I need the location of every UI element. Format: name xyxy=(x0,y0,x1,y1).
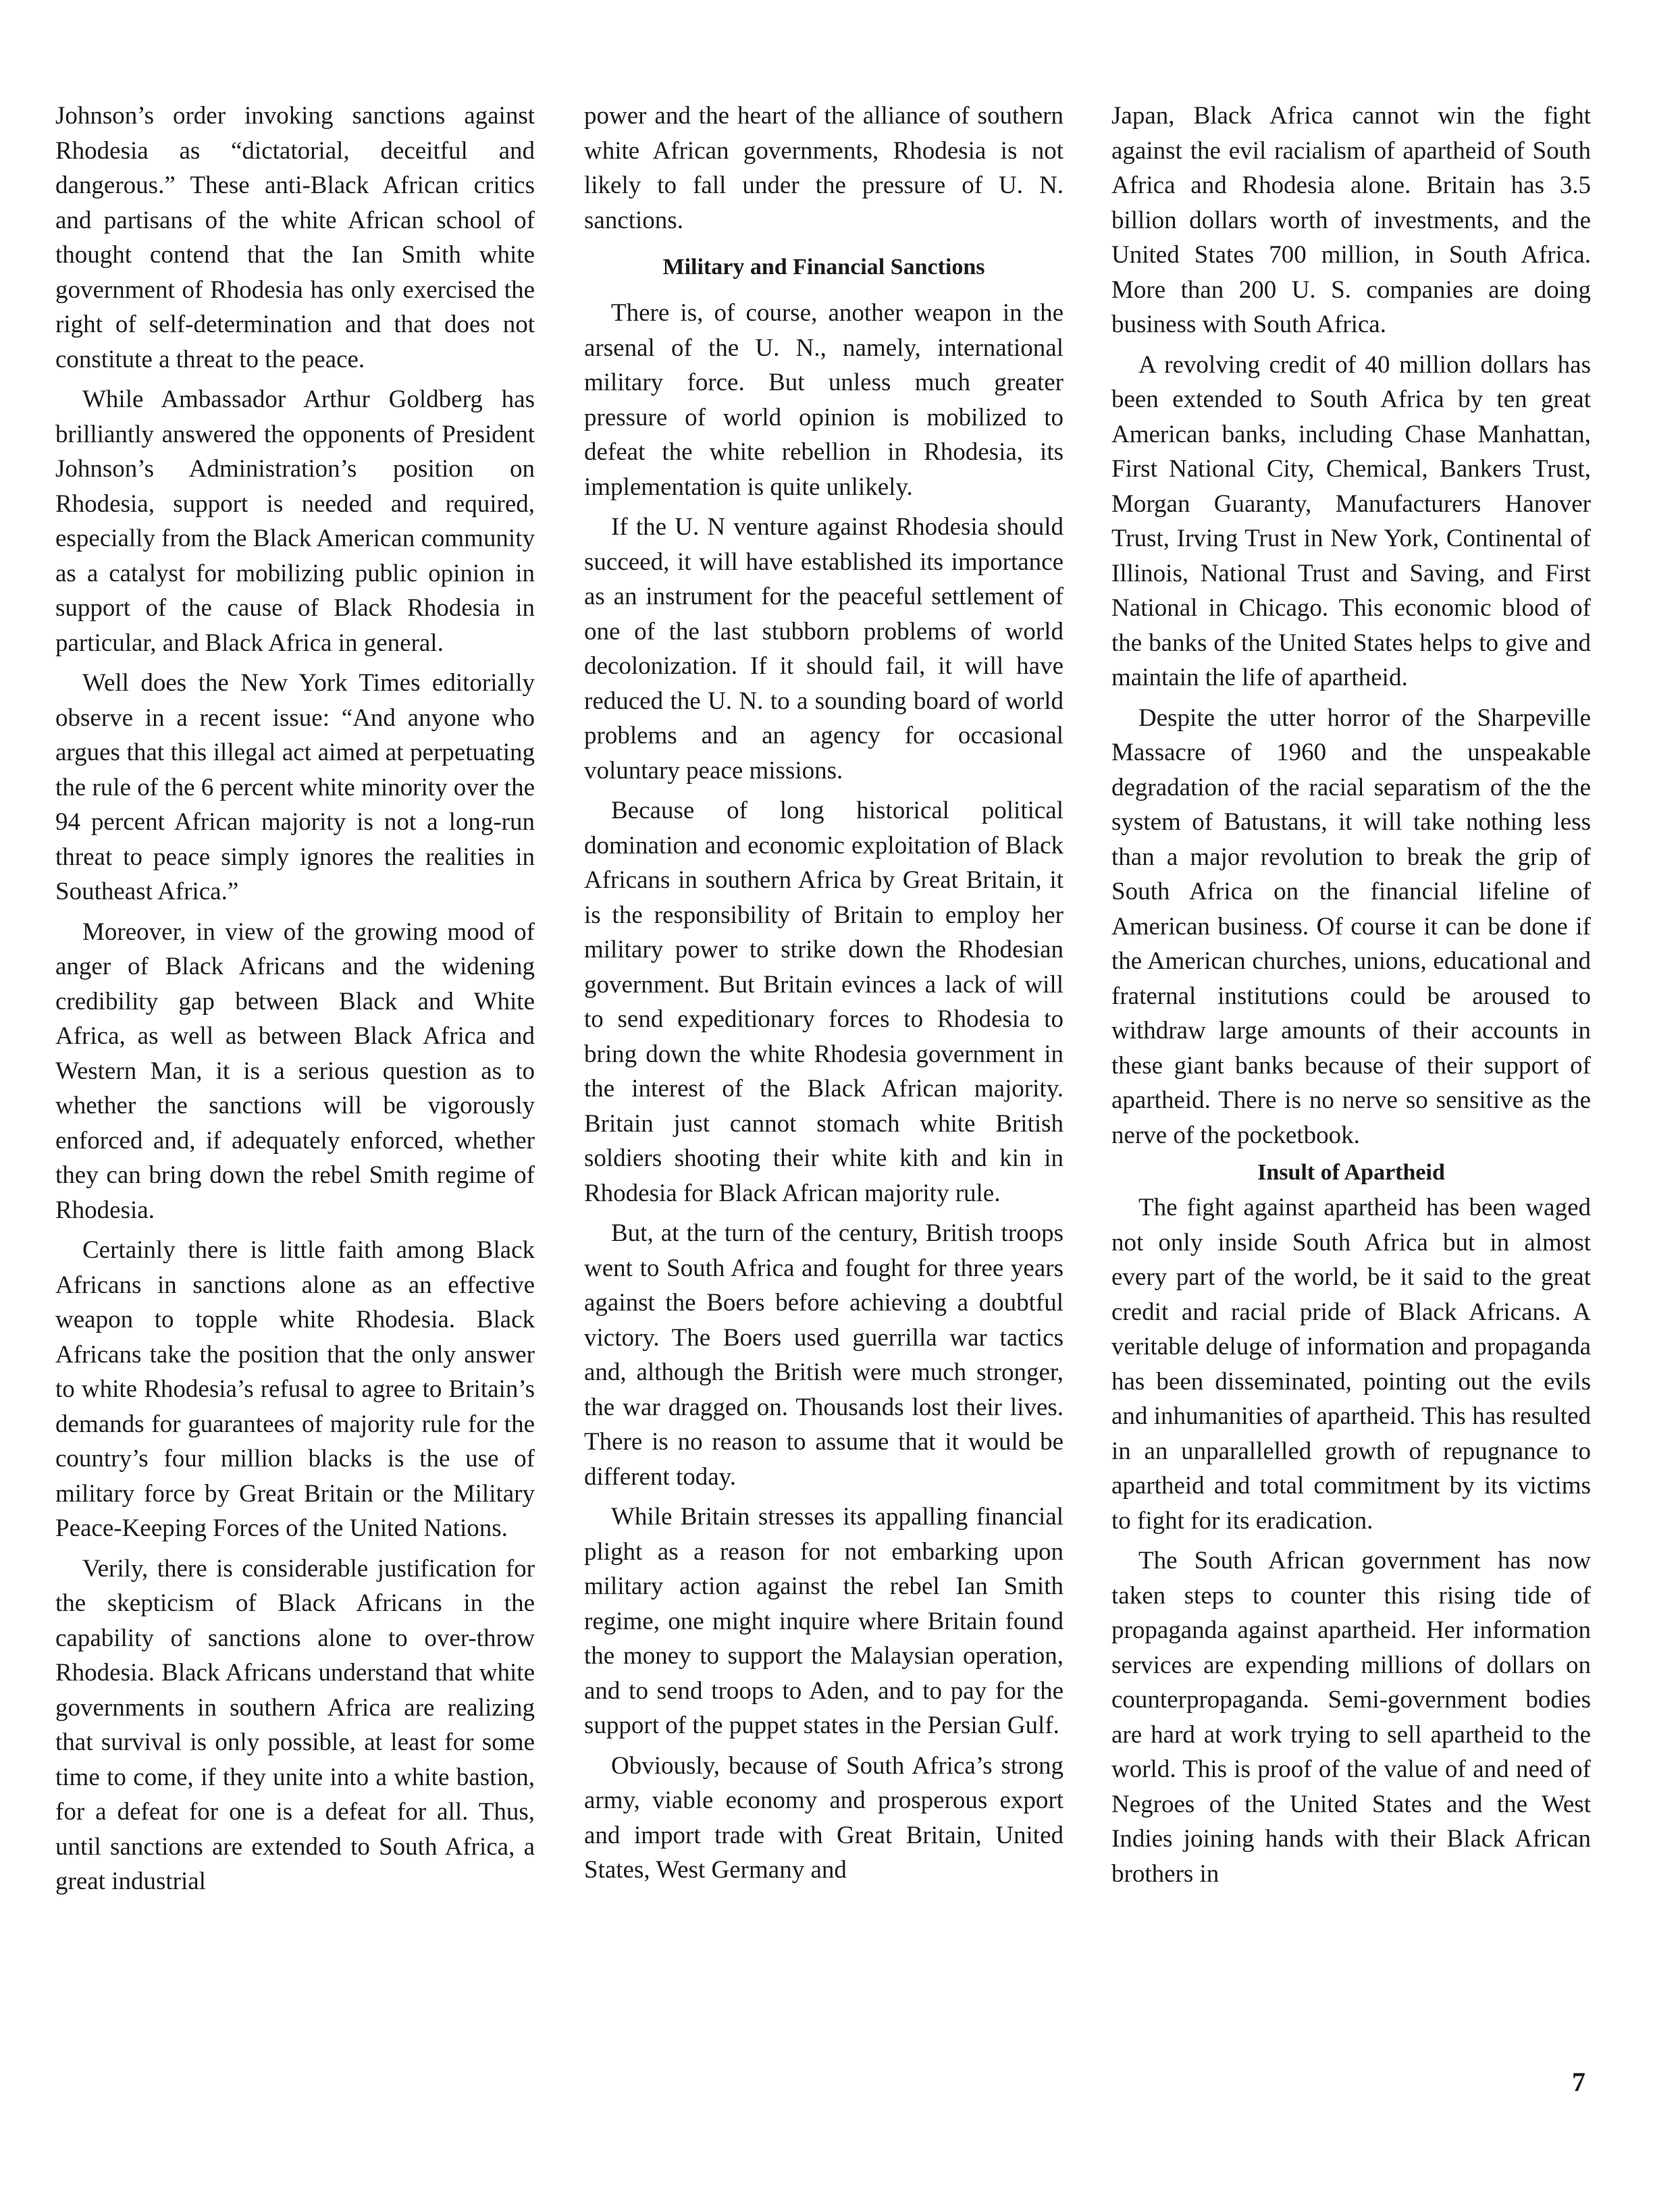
paragraph: While Britain stresses its appalling financial plight as a reason for not embarking upon military action against the rebel Ian Smith regime, one might inquire where Britain found the money to support the Malaysian operation, and to send troops to Aden, and to pay for the support of the puppet states in the Persian Gulf. xyxy=(584,1503,1064,1739)
article-column-3 xyxy=(1111,99,1591,1897)
section-heading-insult-of-apartheid: Insult of Apartheid xyxy=(1257,1160,1445,1185)
paragraph: While Ambassador Arthur Goldberg has brilliantly answered the opponents of President Johnson’s Administration’s position on Rhodesia, support is needed and required, especially from the Black American community as a catalyst for mobilizing public opinion in support of the cause of Black Rhodesia in particular, and Black Africa in general. xyxy=(55,386,535,657)
paragraph: Well does the New York Times editorially observe in a recent issue: “And anyone who argues that this illegal act aimed at perpetuating the rule of the 6 percent white minority over the 94 percent African majority is not a long-run threat to peace simply ignores the realities in Southeast Africa.” xyxy=(55,669,535,905)
paragraph: But, at the turn of the century, British troops went to South Africa and fought for three years against the Boers before achieving a doubtful victory. The Boers used guerrilla war tactics and, although the British were much stronger, the war dragged on. Thousands lost their lives. There is no reason to assume that it would be different today. xyxy=(584,1219,1064,1491)
page-number: 7 xyxy=(1572,2067,1585,2097)
article-column-2 xyxy=(584,99,1064,1893)
paragraph: Despite the utter horror of the Sharpeville Massacre of 1960 and the unspeakable degradation of the racial separatism of the the system of Batustans, it will take nothing less than a major revolution to break the grip of South Africa on the financial lifeline of American business. Of course it can be done if the American churches, unions, educational and fraternal institutions could be aroused to withdraw large amounts of their accounts in these giant banks because of their support of apartheid. There is no nerve so sensitive as the nerve of the pocketbook. xyxy=(1111,704,1591,1149)
paragraph: Moreover, in view of the growing mood of anger of Black Africans and the widening credibility gap between Black and White Africa, as well as between Black Africa and Western Man, it is a serious question as to whether the sanctions will be vigorously enforced and, if adequately enforced, whether they can bring down the rebel Smith regime of Rhodesia. xyxy=(55,918,535,1224)
paragraph: Certainly there is little faith among Black Africans in sanctions alone as an effective weapon to topple white Rhodesia. Black Africans take the position that the only answer to white Rhodesia’s refusal to agree to Britain’s demands for guarantees of majority rule for the country’s four million blacks is the use of military force by Great Britain or the Military Peace-Keeping Forces of the United Nations. xyxy=(55,1236,535,1542)
paragraph: If the U. N venture against Rhodesia should succeed, it will have established its importance as an instrument for the peaceful settlement of one of the last stubborn problems of world decolonization. If it should fail, it will have reduced the U. N. to a sounding board of world problems and an agency for occasional voluntary peace missions. xyxy=(584,513,1064,785)
section-heading-military-financial-sanctions: Military and Financial Sanctions xyxy=(662,255,985,280)
paragraph: There is, of course, another weapon in the arsenal of the U. N., namely, international military force. But unless much greater pressure of world opinion is mobilized to defeat the white rebellion in Rhodesia, its implementation is quite unlikely. xyxy=(584,299,1064,501)
paragraph: power and the heart of the alliance of southern white African governments, Rhodesia is not likely to fall under the pressure of U. N. sanctions. xyxy=(584,102,1064,234)
paragraph: Verily, there is considerable justification for the skepticism of Black Africans in the capability of sanctions alone to over-throw Rhodesia. Black Africans understand that white governments in southern Africa are realizing that survival is only possible, at least for some time to come, if they unite into a white bastion, for a defeat for one is a defeat for all. Thus, until sanctions are extended to South Africa, a great industrial xyxy=(55,1554,535,1895)
paragraph: Japan, Black Africa cannot win the fight against the evil racialism of apartheid of South Africa and Rhodesia alone. Britain has 3.5 billion dollars worth of investments, and the United States 700 million, in South Africa. More than 200 U. S. companies are doing business with South Africa. xyxy=(1111,102,1591,338)
article-column-1 xyxy=(55,99,535,1905)
paragraph: Obviously, because of South Africa’s strong army, viable economy and prosperous export and import trade with Great Britain, United States, West Germany and xyxy=(584,1751,1064,1884)
paragraph: A revolving credit of 40 million dollars has been extended to South Africa by ten great American banks, including Chase Manhattan, First National City, Chemical, Bankers Trust, Morgan Guaranty, Manufacturers Hanover Trust, Irving Trust in New York, Continental of Illinois, National Trust and Saving, and First National in Chicago. This economic blood of the banks of the United States helps to give and maintain the life of apartheid. xyxy=(1111,350,1591,691)
paragraph: The fight against apartheid has been waged not only inside South Africa but in almost every part of the world, be it said to the great credit and racial pride of Black Africans. A veritable deluge of information and propaganda has been disseminated, pointing out the evils and inhumanities of apartheid. This has resulted in an unparallelled growth of repugnance to apartheid and total commitment by its victims to fight for its eradication. xyxy=(1111,1194,1591,1535)
paragraph: The South African government has now taken steps to counter this rising tide of propaganda against apartheid. Her information services are expending millions of dollars on counterpropaganda. Semi-government bodies are hard at work trying to sell apartheid to the world. This is proof of the value of and need of Negroes of the United States and the West Indies joining hands with their Black African brothers in xyxy=(1111,1547,1591,1888)
paragraph: Because of long historical political domination and economic exploitation of Black Africans in southern Africa by Great Britain, it is the responsibility of Britain to employ her military power to strike down the Rhodesian government. But Britain evinces a lack of will to send expeditionary forces to Rhodesia to bring down the white Rhodesia government in the interest of the Black African majority. Britain just cannot stomach white British soldiers shooting their white kith and kin in Rhodesia for Black African majority rule. xyxy=(584,797,1064,1207)
paragraph: Johnson’s order invoking sanctions against Rhodesia as “dictatorial, deceitful and dangerous.” These anti-Black African critics and partisans of the white African school of thought contend that the Ian Smith white government of Rhodesia has only exercised the right of self-determination and that does not constitute a threat to the peace. xyxy=(55,102,535,373)
